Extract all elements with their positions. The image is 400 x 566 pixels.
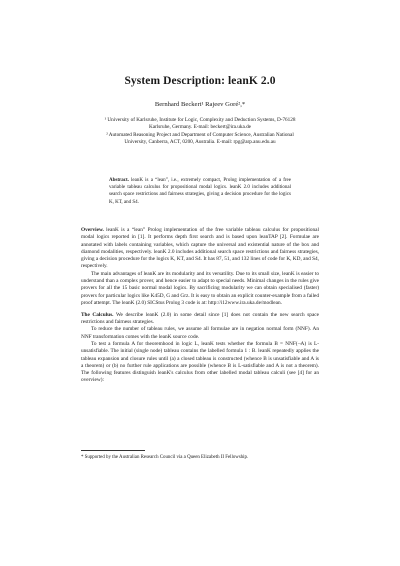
footnote: * Supported by the Australian Research Council via a Queen Elizabeth II Fellowship. (81, 455, 249, 460)
paragraph-text: leanK is a “lean” Prolog implementation of the free variable tableau calculus for propositional modal logics reported in [1]. It performs depth first search and is based upon leanTAP [2]. Formulae are annotated with labels containing variables, which capture the universal and existential nature of the box and diamond modalities, respectively. leanK 2.0 includes additional search space restrictions and fairness strategies, giving a decision procedure for the logics K, KT, and S4. It has 87, 51, and 132 lines of code for K, KD, and S4, respectively. (81, 227, 319, 270)
paragraph-overview (81, 227, 319, 271)
affiliation-2: ² Automated Reasoning Project and Department of Computer Science, Australian National University, Canberra, ACT, 0200, Australia. E-mail: rpg@arp.anu.edu.au (106, 131, 294, 145)
abstract (109, 177, 291, 206)
paragraph-text: We describe leanK (2.0) in some detail since [1] does not contain the new search space restrictions and fairness strategies. (81, 311, 319, 326)
heading-calculus: The Calculus. (81, 311, 114, 318)
heading-overview: Overview. (81, 227, 104, 233)
paragraph-calculus (81, 312, 319, 327)
footnote-divider (81, 450, 145, 451)
paragraph-text: To test a formula A for theoremhood in logic L, leanK tests whether the formula B = NNF(¬A) is L-unsatisfiable. The initial (single node) tableau contains the labelled formula 1 : B. leanK repeatedly applies the tableau expansion and closure rules until (a) a closed tableau is constructed (whence B is unsatisfiable and A is a theorem) or (b) no further rule applications are possible (whence B is L-satisfiable and A is not a theorem). The following features distinguish leanK's calculus from other labelled modal tableau calculi (see [4] for an overview): (81, 340, 319, 384)
body-text (81, 227, 319, 385)
affiliation-1: ¹ University of Karlsruhe, Institute for Logic, Complexity and Deduction Systems, D-76128 Karlsruhe, Germany. E-mail: beckert@ira.uka.de (104, 117, 296, 131)
paper-title: System Description: leanK 2.0 (124, 75, 276, 87)
paragraph-nnf (81, 326, 319, 341)
abstract-text: leanK is a “lean”, i.e., extremely compact, Prolog implementation of a free variable tableau calculus for propositional modal logics. leanK 2.0 includes additional search space restrictions and fairness strategies, giving a decision procedure for the logics K, KT, and S4. (109, 178, 291, 205)
abstract-label: Abstract. (109, 178, 129, 183)
paragraph-text: To reduce the number of tableau rules, we assume all formulae are in negation normal form (NNF). An NNF transformation comes with the leanK source code. (81, 326, 319, 340)
paragraph-text: The main advantages of leanK are its modularity and its versatility. Due to its small size, leanK is easier to understand than a complex prover, and hence easier to adapt to special needs. Minimal changes in the rules give provers for all the 15 basic normal modal logics. By sacrificing modularity we can obtain specialised (faster) provers for particular logics like K45D, G and Grz. It is easy to obtain an explicit counter-example from a failed proof attempt. The leanK (2.0) SICStus Prolog 3 code is at: http://i12www.ira.uka.de/modlean. (81, 270, 319, 306)
paragraph-advantages (81, 271, 319, 307)
affiliations (104, 117, 296, 146)
paper-authors: Bernhard Beckert¹ Rajeev Goré²,* (154, 101, 246, 108)
paragraph-method (81, 341, 319, 385)
